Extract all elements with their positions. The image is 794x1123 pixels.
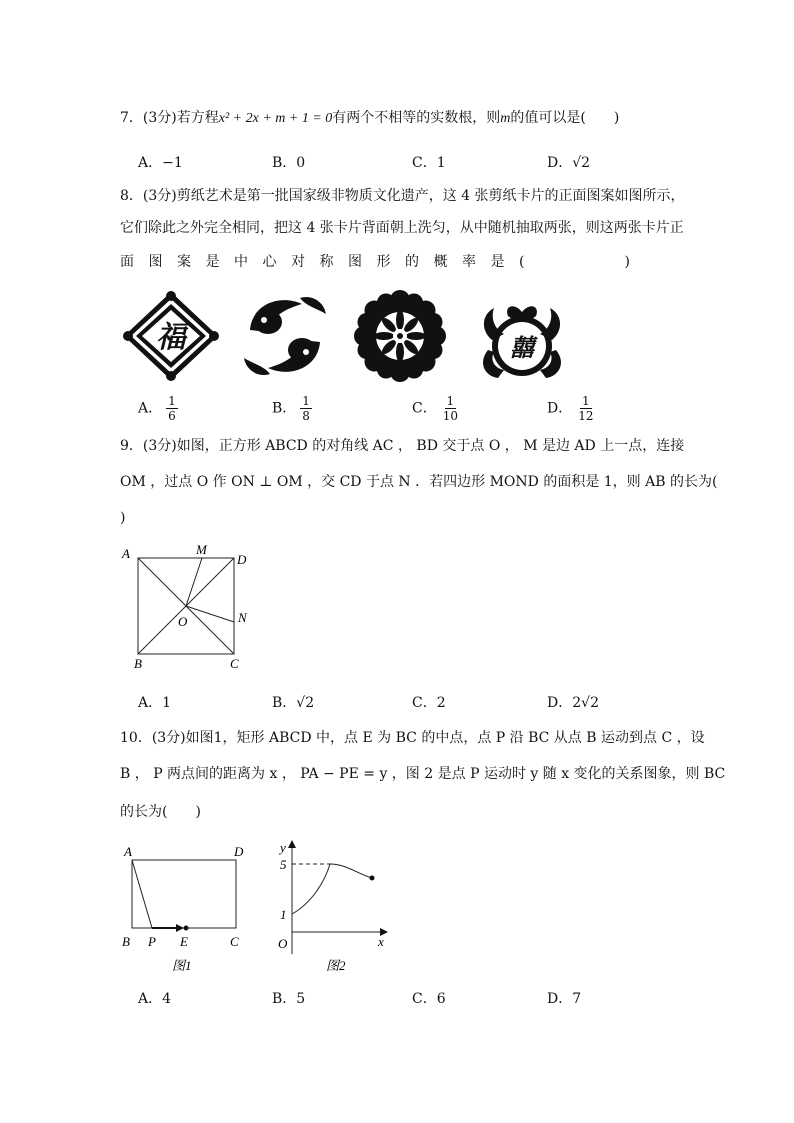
q7-stem-suffix: 的值可以是( ): [510, 110, 620, 126]
q10-option-a[interactable]: [138, 988, 171, 1008]
q7-stem-mid: 有两个不相等的实数根，则: [332, 110, 501, 126]
figure-2-caption: 图2: [326, 958, 346, 973]
option-letter: D．: [547, 400, 573, 417]
q7-option-c[interactable]: [412, 152, 446, 172]
q9-option-a[interactable]: [138, 692, 171, 712]
option-letter: B．: [272, 991, 297, 1007]
option-letter: A．: [138, 155, 163, 171]
label-c: C: [230, 934, 239, 949]
fraction-denominator: 6: [168, 409, 176, 423]
option-value: 1: [162, 695, 172, 711]
q8-line-2: 它们除此之外完全相同，把这 4 张卡片背面朝上洗匀，从中随机抽取两张，则这两张卡片正: [120, 220, 684, 236]
q7-option-b[interactable]: [272, 152, 305, 172]
q10-option-b[interactable]: [272, 988, 305, 1008]
q7-stem-prefix: 7．(3分)若方程: [120, 110, 219, 126]
y-axis-arrow-icon: [288, 840, 296, 848]
option-fraction: [166, 394, 178, 423]
tick-label-5: 5: [280, 857, 287, 872]
fu-character: 福: [156, 321, 186, 354]
fraction-denominator: 10: [442, 409, 458, 423]
option-letter: C．: [412, 155, 437, 171]
q10-option-d[interactable]: [547, 988, 581, 1008]
q10-option-c[interactable]: [412, 988, 446, 1008]
option-value: √2: [572, 155, 591, 171]
option-letter: D．: [547, 695, 573, 711]
label-a: A: [122, 546, 130, 561]
q10-line-2: B ， P 两点间的距离为 x ， PA − PE = y ，图 2 是点 P 运动时 y 随 x 变化的关系图象，则 BC: [120, 766, 726, 782]
option-letter: B．: [272, 400, 297, 417]
label-n: N: [238, 610, 247, 625]
segment-om: [186, 558, 202, 606]
fraction-numerator: 1: [302, 394, 310, 408]
option-value: 2: [436, 695, 446, 711]
option-letter: A．: [138, 695, 163, 711]
q9-square-figure: [118, 536, 260, 676]
q10-figure-1: [118, 840, 250, 976]
option-letter: C．: [412, 991, 437, 1007]
q8-option-b[interactable]: [272, 394, 312, 423]
q10-line-1: 10．(3分)如图1，矩形 ABCD 中，点 E 为 BC 的中点，点 P 沿 BC 从点 B 运动到点 C ，设: [120, 730, 705, 746]
label-e: E: [180, 934, 188, 949]
q10-line-3: 的长为( ): [120, 804, 201, 820]
curve-falling: [330, 864, 372, 878]
tick-label-1: 1: [280, 907, 287, 922]
curve-rising: [292, 864, 330, 914]
q7-stem: [120, 108, 619, 129]
origin-label: O: [278, 936, 288, 951]
xi-character: 囍: [510, 336, 534, 362]
option-value: 5: [296, 991, 306, 1007]
label-m: M: [196, 542, 207, 557]
label-b: B: [134, 656, 142, 671]
label-a: A: [124, 844, 132, 859]
option-fraction: [300, 394, 312, 423]
figure-1-caption: 图1: [172, 958, 192, 973]
option-letter: A．: [138, 991, 163, 1007]
fraction-denominator: 12: [578, 409, 594, 423]
fraction-numerator: 1: [168, 394, 176, 408]
q8-option-c[interactable]: [412, 394, 460, 423]
option-fraction: [576, 394, 595, 423]
q7-option-d[interactable]: [547, 152, 590, 172]
option-fraction: [441, 394, 460, 423]
q8-line-1: 8．(3分)剪纸艺术是第一批国家级非物质文化遗产，这 4 张剪纸卡片的正面图案如图所示，: [120, 188, 685, 204]
label-p: P: [148, 934, 156, 949]
rectangle-abcd: [132, 860, 236, 928]
option-letter: C．: [412, 400, 437, 417]
q9-line-1: 9．(3分)如图，正方形 ABCD 的对角线 AC ， BD 交于点 O ， M 是边 AD 上一点，连接: [120, 438, 685, 454]
q9-line-2: OM ，过点 O 作 ON ⊥ OM ，交 CD 于点 N ．若四边形 MOND 的面积是 1，则 AB 的长为(: [120, 474, 718, 490]
option-value: 2√2: [572, 695, 599, 711]
option-letter: B．: [272, 695, 297, 711]
label-o: O: [178, 614, 188, 629]
option-value: 6: [436, 991, 446, 1007]
q9-option-b[interactable]: [272, 692, 314, 712]
papercut-fish-image: [240, 290, 330, 382]
q8-option-d[interactable]: [547, 394, 596, 423]
y-axis-label: y: [280, 840, 286, 855]
q7-option-a[interactable]: [138, 152, 183, 172]
q9-option-d[interactable]: [547, 692, 599, 712]
option-letter: D．: [547, 991, 573, 1007]
label-d: D: [234, 844, 244, 859]
arrow-icon: [176, 924, 184, 932]
segment-on: [186, 606, 234, 622]
option-value: 1: [436, 155, 446, 171]
option-letter: A．: [138, 400, 163, 417]
segment-pa: [132, 860, 152, 928]
curve-endpoint: [370, 876, 375, 881]
option-value: 4: [162, 991, 172, 1007]
fraction-numerator: 1: [582, 394, 590, 408]
papercut-flower-image: [354, 290, 446, 382]
option-letter: C．: [412, 695, 437, 711]
option-value: 0: [296, 155, 306, 171]
q9-option-c[interactable]: [412, 692, 446, 712]
option-letter: B．: [272, 155, 297, 171]
q8-option-a[interactable]: [138, 394, 178, 423]
fraction-denominator: 8: [302, 409, 310, 423]
label-c: C: [230, 656, 239, 671]
q10-figure-2: [272, 840, 396, 976]
fraction-numerator: 1: [446, 394, 455, 408]
q9-line-3: ): [120, 510, 126, 526]
q8-line-3: 面图案是中心对称图形的概率是( ): [120, 254, 645, 270]
label-b: B: [122, 934, 130, 949]
x-axis-label: x: [378, 934, 384, 949]
papercut-fu-image: [122, 290, 220, 382]
point-e: [184, 926, 189, 931]
option-letter: D．: [547, 155, 573, 171]
option-value: −1: [162, 155, 183, 171]
label-d: D: [237, 552, 247, 567]
q7-equation: x² + 2x + m + 1 = 0: [218, 111, 333, 126]
papercut-double-happiness-image: [474, 290, 570, 382]
option-value: √2: [296, 695, 315, 711]
option-value: 7: [572, 991, 582, 1007]
q7-var-m: m: [500, 111, 511, 126]
